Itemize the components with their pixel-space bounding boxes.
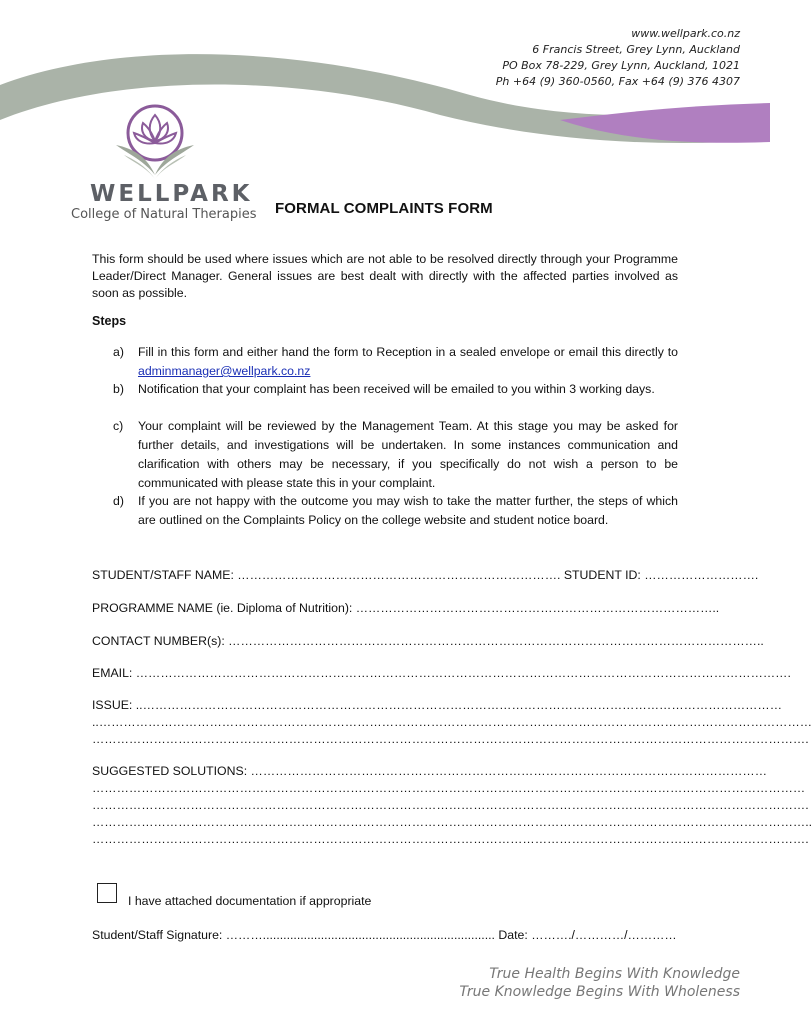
- student-name-field[interactable]: STUDENT/STAFF NAME: ……………………………………………………………………. STUDENT ID: ……………………….: [92, 568, 759, 582]
- street-address: 6 Francis Street, Grey Lynn, Auckland: [532, 43, 740, 56]
- solutions-line[interactable]: …………………………………………………………………………………………………………………………………………………………: [92, 781, 806, 795]
- contact-number-field[interactable]: CONTACT NUMBER(s): …………………………………………………………………………………………………………………..: [92, 634, 764, 648]
- step-text: Your complaint will be reviewed by the Management Team. At this stage you may be asked for further details, and investigations will be undertaken. In some instances communication and clarification with others may be necessary, if you specifically do not wish a person to be communicated with please state this in your complaint.: [138, 419, 678, 490]
- step-text: [138, 343, 678, 381]
- website-text: www.wellpark.co.nz: [631, 27, 740, 40]
- issue-line[interactable]: ………………………………………………………………………………………………………………………………………………………….: [92, 732, 809, 746]
- logo-name: WELLPARK: [90, 181, 253, 207]
- step-label: d): [113, 494, 124, 508]
- logo-subtitle: College of Natural Therapies: [71, 207, 257, 222]
- lotus-flower-icon: [108, 103, 202, 183]
- form-title: FORMAL COMPLAINTS FORM: [275, 200, 493, 217]
- intro-paragraph: This form should be used where issues which are not able to be resolved directly through your Programme Leader/Direct Manager. General issues are best dealt with directly with the affected parties involved as soon as possible.: [92, 252, 678, 300]
- step-text: Notification that your complaint has been received will be emailed to you within 3 working days.: [138, 382, 655, 396]
- step-label: b): [113, 382, 124, 396]
- signature-date-field[interactable]: Student/Staff Signature: ……….................................................................... Date: ………./…………/…………: [92, 928, 677, 942]
- college-address: [496, 26, 740, 90]
- programme-name-field[interactable]: PROGRAMME NAME (ie. Diploma of Nutrition): ……………………………………………………………………………..: [92, 601, 720, 615]
- step-text: If you are not happy with the outcome you may wish to take the matter further, the steps of which are outlined on the Complaints Policy on the college website and student notice board.: [138, 494, 678, 527]
- footer-tagline-2: True Knowledge Begins With Wholeness: [459, 984, 740, 1000]
- step-label: c): [113, 419, 124, 433]
- step-text-before: Fill in this form and either hand the form to Reception in a sealed envelope or email this directly to: [138, 345, 678, 359]
- issue-field[interactable]: ISSUE: ..…………………………………………………………………………………………………………………………………………: [92, 698, 783, 712]
- email-field[interactable]: EMAIL: …………………………………………………………………………………………………………………………………………….: [92, 666, 791, 680]
- solutions-line[interactable]: ………………………………………………………………………………………………………………………………………………………….: [92, 832, 809, 846]
- issue-line[interactable]: ..…………………………………………………………………………………………………………………………………………………………: [92, 715, 812, 729]
- email-link[interactable]: adminmanager@wellpark.co.nz: [138, 364, 311, 378]
- steps-heading: Steps: [92, 314, 127, 328]
- suggested-solutions-field[interactable]: SUGGESTED SOLUTIONS: ………………………………………………………………………………………………………………: [92, 764, 767, 778]
- po-box-address: PO Box 78-229, Grey Lynn, Auckland, 1021: [502, 59, 740, 72]
- checkbox-label: I have attached documentation if appropriate: [128, 894, 372, 908]
- phone-fax: Ph +64 (9) 360-0560, Fax +64 (9) 376 4307: [495, 75, 740, 88]
- solutions-line[interactable]: ………………………………………………………………………………………………………………………………………………………….: [92, 798, 809, 812]
- footer-tagline-1: True Health Begins With Knowledge: [489, 966, 740, 982]
- step-label: a): [113, 345, 124, 359]
- solutions-line[interactable]: …………………………………………………………………………………………………………………………………………………………..: [92, 815, 812, 829]
- documentation-checkbox[interactable]: [97, 883, 117, 903]
